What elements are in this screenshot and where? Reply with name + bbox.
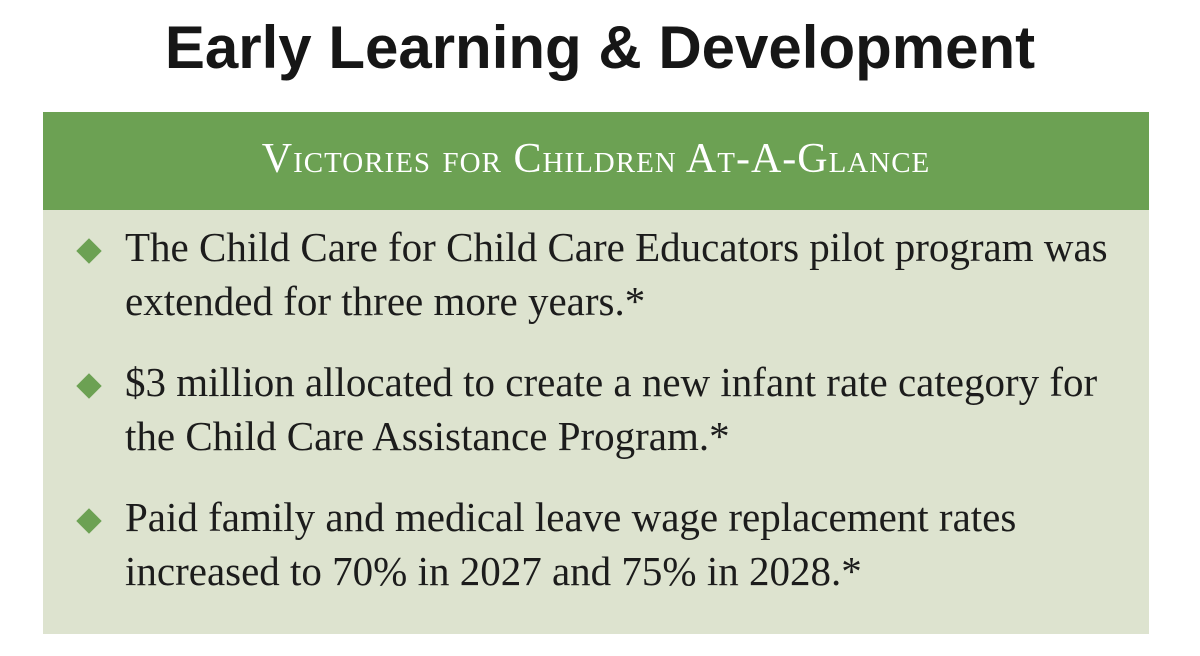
- card-header-title: Victories for Children At-A-Glance: [261, 136, 931, 182]
- bullet-text: The Child Care for Child Care Educators pilot program was extended for three more years.*: [125, 224, 1108, 324]
- bullet-text: $3 million allocated to create a new infant rate category for the Child Care Assistance Program.*: [125, 359, 1098, 459]
- bullet-text: Paid family and medical leave wage replacement rates increased to 70% in 2027 and 75% in 2028.*: [125, 494, 1017, 594]
- diamond-bullet-icon: [76, 238, 101, 263]
- page-title: Early Learning & Development: [164, 14, 1036, 81]
- victories-card: [43, 112, 1149, 634]
- card-header: [43, 112, 1149, 210]
- diamond-bullet-icon: [76, 508, 101, 533]
- diamond-bullet-icon: [76, 373, 101, 398]
